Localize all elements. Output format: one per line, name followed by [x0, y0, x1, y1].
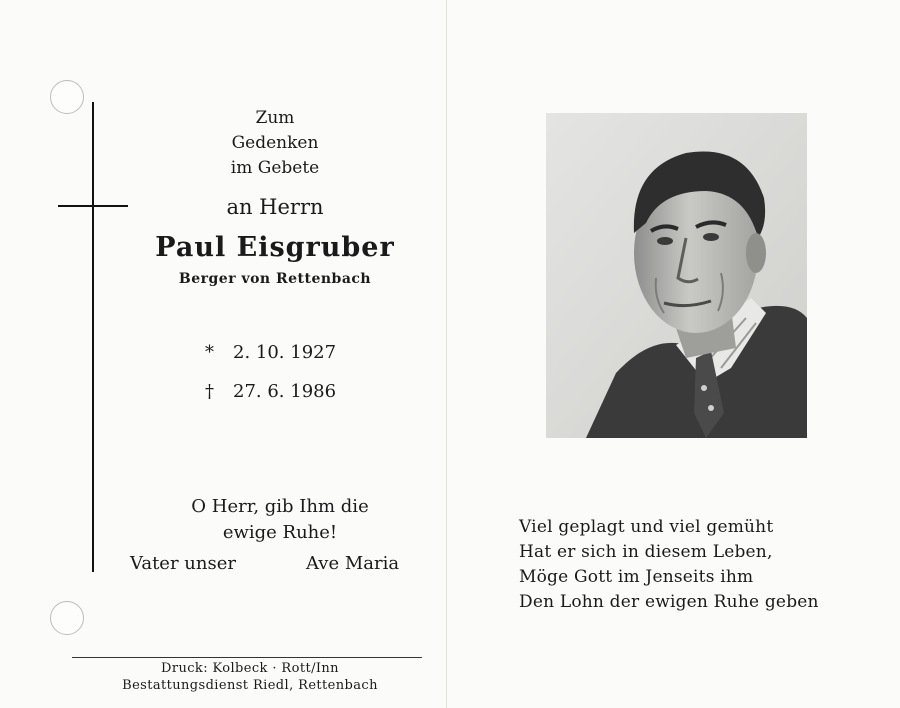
cross-icon-horizontal: [58, 205, 128, 207]
death-date-line: [205, 381, 336, 402]
printer-rule: [72, 657, 422, 658]
deceased-subtitle: Berger von Rettenbach: [178, 271, 372, 287]
prayer-vater-unser: Vater unser: [130, 553, 236, 574]
punch-hole-top: [50, 80, 84, 114]
birth-date: 2. 10. 1927: [233, 342, 337, 363]
salutation: an Herrn: [226, 195, 324, 219]
cross-icon-vertical: [92, 102, 94, 572]
portrait-photo: [546, 113, 807, 438]
memorial-poem: [519, 515, 819, 615]
deceased-name: Paul Eisgruber: [155, 232, 395, 263]
intro-line-2: Gedenken: [231, 133, 319, 153]
death-date: 27. 6. 1986: [233, 381, 337, 402]
intro-text: [185, 106, 365, 181]
death-cross-icon: †: [205, 381, 214, 402]
intro-line-1: Zum: [255, 108, 295, 128]
printer-info: [85, 660, 415, 694]
poem-line-3: Möge Gott im Jenseits ihm: [519, 567, 754, 587]
fold-line: [446, 0, 447, 708]
birth-date-line: [205, 342, 336, 363]
prayer-text: [150, 494, 410, 546]
prayer-ave-maria: Ave Maria: [306, 553, 400, 574]
printer-line-2: Bestattungsdienst Riedl, Rettenbach: [122, 678, 378, 693]
poem-line-1: Viel geplagt und viel gemüht: [519, 517, 774, 537]
intro-line-3: im Gebete: [230, 158, 320, 178]
portrait-image: [546, 113, 807, 438]
punch-hole-bottom: [50, 601, 84, 635]
printer-line-1: Druck: Kolbeck · Rott/Inn: [161, 661, 339, 676]
poem-line-4: Den Lohn der ewigen Ruhe geben: [519, 592, 819, 612]
prayer-line-1: O Herr, gib Ihm die: [191, 496, 369, 517]
birth-star-icon: *: [205, 342, 214, 363]
prayer-line-2: ewige Ruhe!: [222, 522, 338, 543]
poem-line-2: Hat er sich in diesem Leben,: [519, 542, 773, 562]
